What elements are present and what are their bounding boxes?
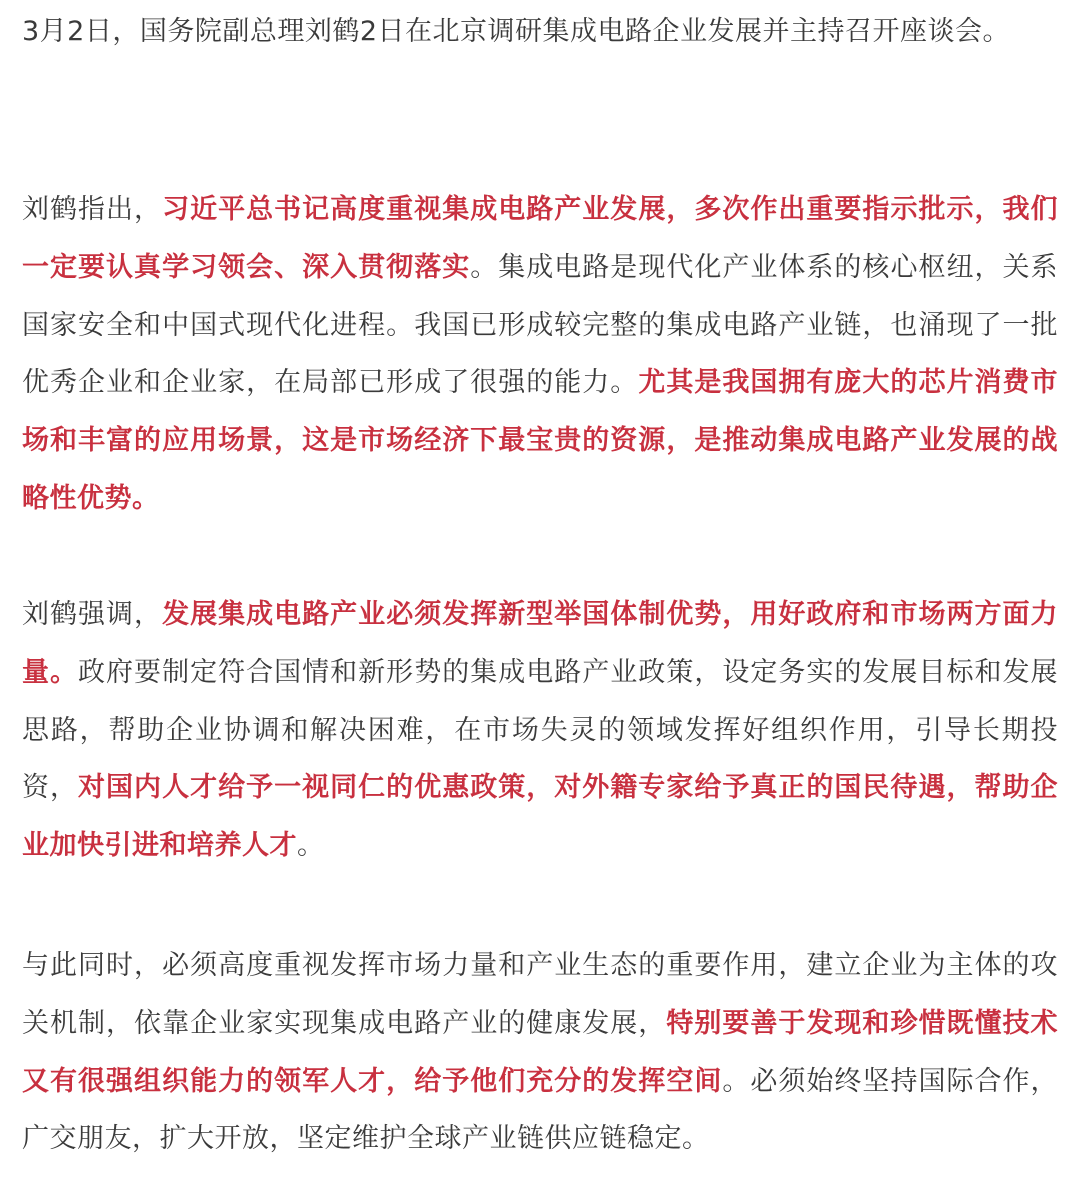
text-segment: 。集成电路是现代化产业体系的核心枢纽，关系国家安全和中国式现代化进程。我国已形成较完整的集成电路产业链，也涌现了一批优秀企业和企业家，在局部已形成了很强的能力。 — [22, 251, 1059, 399]
highlighted-text: 习近平总书记高度重视集成电路产业发展，多次作出重要指示批示，我们一定要认真学习领会、深入贯彻落实 — [22, 194, 1059, 283]
text-segment: 刘鹤强调， — [22, 599, 163, 630]
highlighted-text: 对国内人才给予一视同仁的优惠政策，对外籍专家给予真正的国民待遇，帮助企业加快引进和培养人才 — [22, 772, 1059, 862]
paragraph-intro — [22, 3, 1058, 61]
highlighted-text: 发展集成电路产业必须发挥新型举国体制优势，用好政府和市场两方面力量。 — [22, 599, 1059, 688]
text-segment: 。 — [297, 830, 325, 862]
highlighted-text: 特别要善于发现和珍惜既懂技术又有很强组织能力的领军人才，给予他们充分的发挥空间 — [22, 1007, 1059, 1097]
text-segment: 政府要制定符合国情和新形势的集成电路产业政策，设定务实的发展目标和发展思路，帮助企业协调和解决困难，在市场失灵的领域发挥好组织作用，引导长期投资， — [22, 656, 1059, 804]
text-segment: 3月2日，国务院副总理刘鹤2日在北京调研集成电路企业发展并主持召开座谈会。 — [22, 16, 1011, 47]
paragraph-liu-he-points-out — [22, 181, 1058, 528]
highlighted-text: 尤其是我国拥有庞大的芯片消费市场和丰富的应用场景，这是市场经济下最宝贵的资源，是推动集成电路产业发展的战略性优势。 — [22, 367, 1059, 514]
text-segment: 刘鹤指出， — [22, 194, 163, 225]
text-segment: 。必须始终坚持国际合作，广交朋友，扩大开放，坚定维护全球产业链供应链稳定。 — [22, 1065, 1059, 1155]
text-segment: 与此同时，必须高度重视发挥市场力量和产业生态的重要作用，建立企业为主体的攻关机制，依靠企业家实现集成电路产业的健康发展， — [22, 950, 1058, 1039]
paragraph-liu-he-emphasizes — [22, 586, 1058, 875]
paragraph-meanwhile — [22, 937, 1058, 1168]
